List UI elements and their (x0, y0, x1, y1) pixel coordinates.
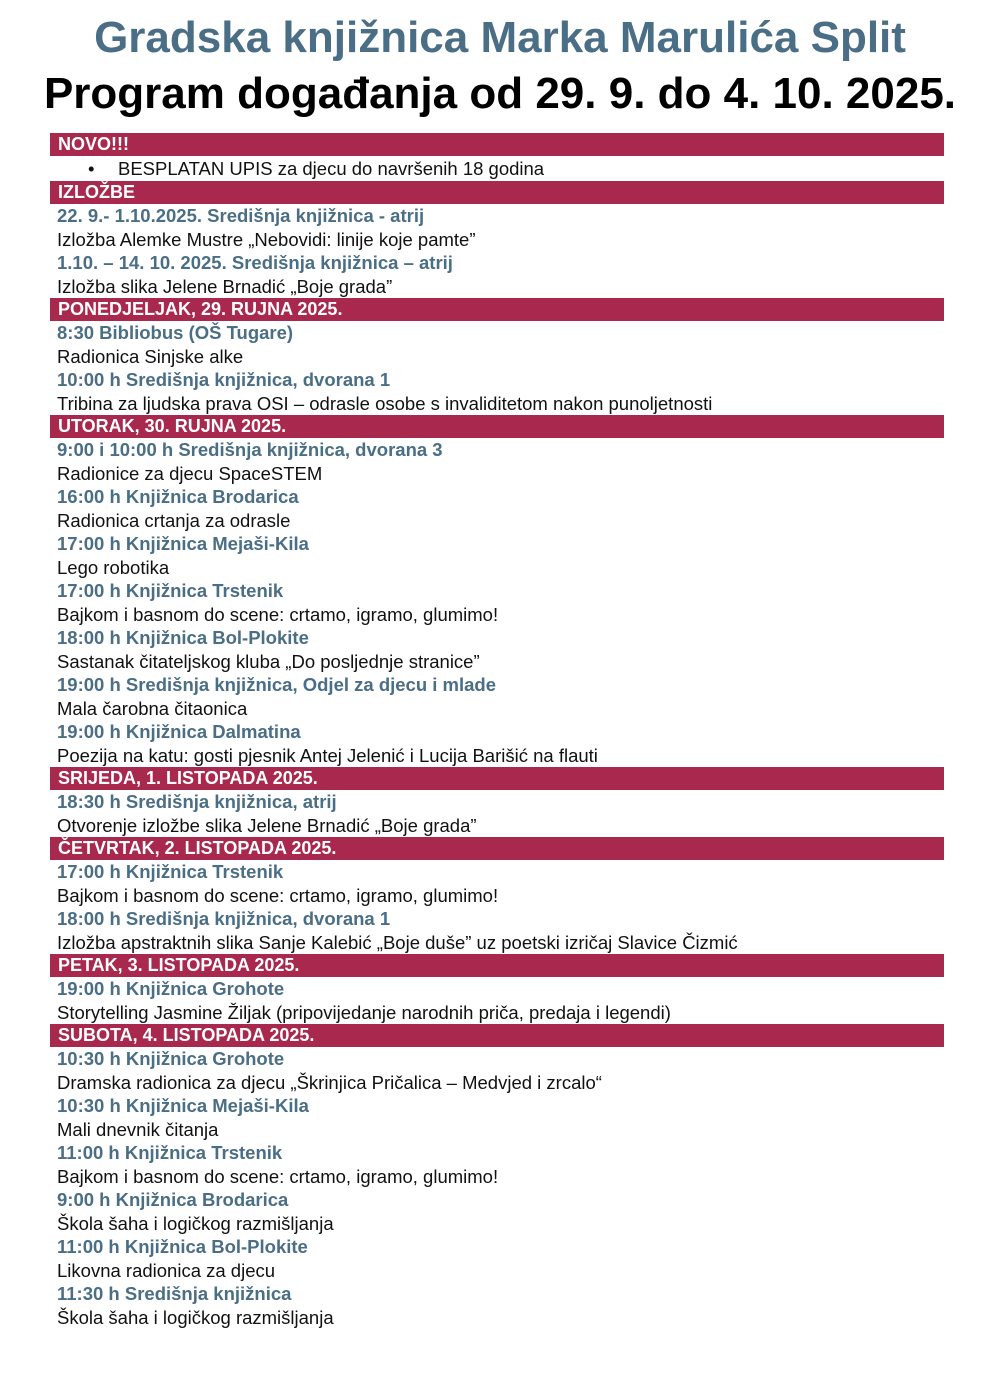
event-time-location: 17:00 h Knjižnica Trstenik (57, 861, 284, 882)
event-description: Škola šaha i logičkog razmišljanja (57, 1212, 334, 1234)
page-subtitle: Program događanja od 29. 9. do 4. 10. 2025. (43, 69, 957, 118)
event-time-location: 17:00 h Knjižnica Trstenik (57, 580, 284, 601)
event-description: Radionice za djecu SpaceSTEM (57, 462, 323, 484)
bullet-dot-icon: • (88, 158, 95, 179)
event-description: Škola šaha i logičkog razmišljanja (57, 1306, 334, 1328)
event-time-location: 19:00 h Knjižnica Grohote (57, 978, 285, 999)
page-title: Gradska knjižnica Marka Marulića Split (94, 13, 906, 62)
section-heading: PONEDJELJAK, 29. RUJNA 2025. (50, 298, 944, 321)
event-time-location: 18:30 h Središnja knjižnica, atrij (57, 791, 337, 812)
section-heading: PETAK, 3. LISTOPADA 2025. (50, 954, 944, 977)
event-description: Sastanak čitateljskog kluba „Do posljednje stranice” (57, 650, 480, 672)
event-description: Otvorenje izložbe slika Jelene Brnadić „Boje grada” (57, 814, 477, 836)
event-description: Poezija na katu: gosti pjesnik Antej Jelenić i Lucija Barišić na flauti (57, 744, 598, 766)
event-time-location: 10:30 h Knjižnica Grohote (57, 1048, 285, 1069)
event-description: Mala čarobna čitaonica (57, 697, 248, 719)
novo-list-item (50, 156, 944, 181)
event-description: Radionica Sinjske alke (57, 345, 244, 367)
section-heading: SUBOTA, 4. LISTOPADA 2025. (50, 1024, 944, 1047)
event-description: Storytelling Jasmine Žiljak (pripovijedanje narodnih priča, predaja i legendi) (57, 1001, 671, 1023)
event-description: Lego robotika (57, 556, 170, 578)
event-description: Izložba Alemke Mustre „Nebovidi: linije koje pamte” (57, 228, 476, 250)
event-time-location: 11:00 h Knjižnica Bol-Plokite (57, 1236, 308, 1257)
event-description: Bajkom i basnom do scene: crtamo, igramo, glumimo! (57, 884, 499, 906)
event-description: Dramska radionica za djecu „Škrinjica Pričalica – Medvjed i zrcalo“ (57, 1071, 602, 1093)
event-time-location: 11:00 h Knjižnica Trstenik (57, 1142, 283, 1163)
section-heading: SRIJEDA, 1. LISTOPADA 2025. (50, 767, 944, 790)
event-description: Bajkom i basnom do scene: crtamo, igramo, glumimo! (57, 603, 499, 625)
event-time-location: 9:00 h Knjižnica Brodarica (57, 1189, 289, 1210)
event-time-location: 11:30 h Središnja knjižnica (57, 1283, 292, 1304)
novo-item-text: BESPLATAN UPIS za djecu do navršenih 18 godina (118, 158, 545, 179)
event-time-location: 10:00 h Središnja knjižnica, dvorana 1 (57, 369, 391, 390)
event-description: Tribina za ljudska prava OSI – odrasle osobe s invaliditetom nakon punoljetnosti (57, 392, 713, 414)
event-time-location: 10:30 h Knjižnica Mejaši-Kila (57, 1095, 309, 1116)
event-time-location: 18:00 h Knjižnica Bol-Plokite (57, 627, 309, 648)
event-time-location: 19:00 h Središnja knjižnica, Odjel za djecu i mlade (57, 674, 497, 695)
event-time-location: 16:00 h Knjižnica Brodarica (57, 486, 299, 507)
event-description: Bajkom i basnom do scene: crtamo, igramo, glumimo! (57, 1165, 499, 1187)
program-list (50, 133, 944, 1329)
section-heading-novo: NOVO!!! (50, 133, 944, 156)
section-heading: IZLOŽBE (50, 181, 944, 204)
event-time-location: 8:30 Bibliobus (OŠ Tugare) (57, 322, 294, 343)
event-description: Izložba slika Jelene Brnadić „Boje grada” (57, 275, 393, 297)
event-time-location: 17:00 h Knjižnica Mejaši-Kila (57, 533, 309, 554)
section-heading: ČETVRTAK, 2. LISTOPADA 2025. (50, 837, 944, 860)
event-description: Likovna radionica za djecu (57, 1259, 276, 1281)
event-time-location: 18:00 h Središnja knjižnica, dvorana 1 (57, 908, 391, 929)
event-time-location: 9:00 i 10:00 h Središnja knjižnica, dvorana 3 (57, 439, 443, 460)
event-time-location: 19:00 h Knjižnica Dalmatina (57, 721, 301, 742)
event-description: Radionica crtanja za odrasle (57, 509, 291, 531)
event-description: Mali dnevnik čitanja (57, 1118, 219, 1140)
section-heading: UTORAK, 30. RUJNA 2025. (50, 415, 944, 438)
event-time-location: 22. 9.- 1.10.2025. Središnja knjižnica - atrij (57, 205, 425, 226)
event-description: Izložba apstraktnih slika Sanje Kalebić „Boje duše” uz poetski izričaj Slavice Čizmić (57, 931, 738, 953)
sections-container (50, 181, 944, 1329)
event-time-location: 1.10. – 14. 10. 2025. Središnja knjižnica – atrij (57, 252, 453, 273)
